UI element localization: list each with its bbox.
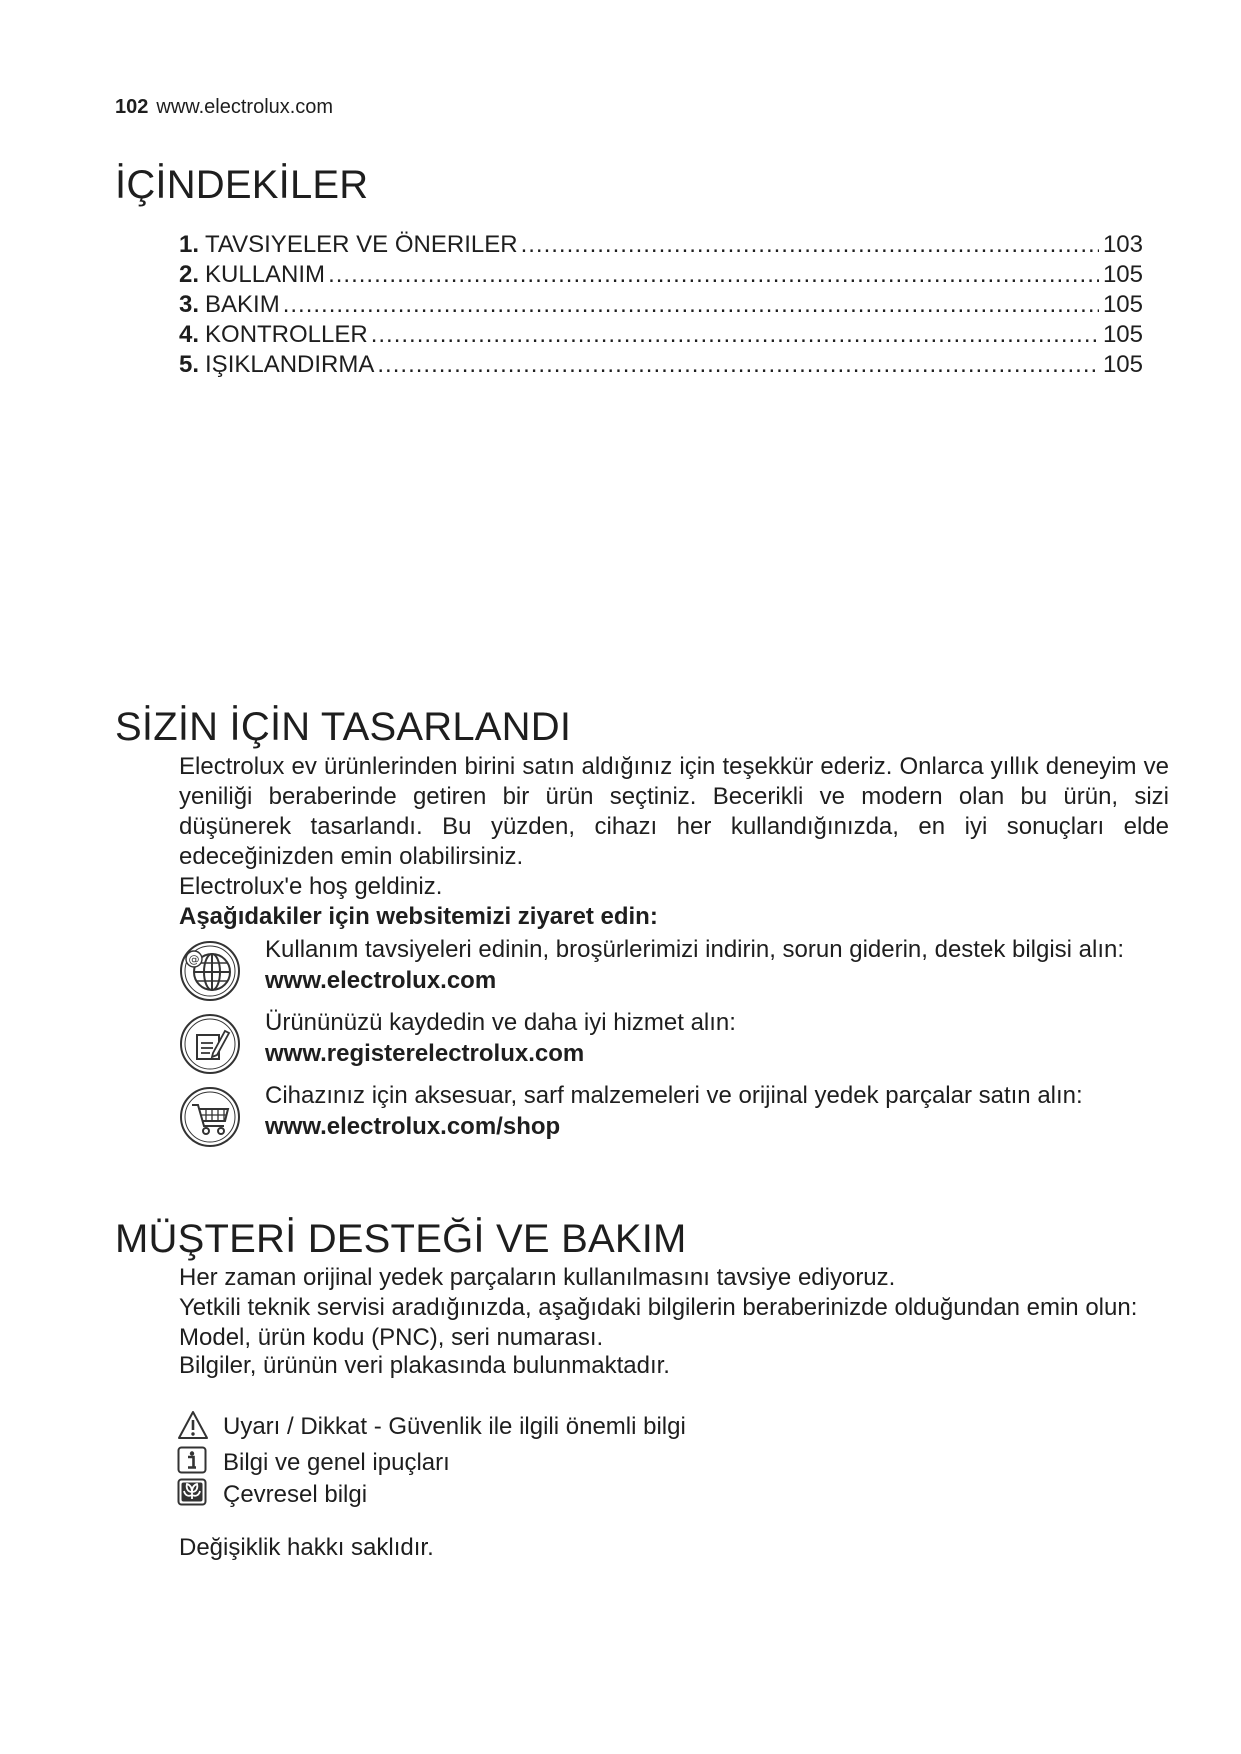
website-link-description: Kullanım tavsiyeleri edinin, broşürlerimizi indirin, sorun giderin, destek bilgisi alın: (265, 936, 1125, 963)
toc-entry-number: 4. (179, 321, 200, 348)
toc-entry-number: 3. (179, 291, 200, 318)
visit-website-heading: Aşağıdakiler için websitemizi ziyaret edin: (179, 903, 658, 930)
page-number: 102 (115, 96, 149, 118)
toc-entry[interactable] (179, 230, 1143, 260)
website-link-support (179, 936, 1179, 1010)
toc-entry[interactable] (179, 290, 1143, 320)
website-link-url[interactable]: www.registerelectrolux.com (265, 1040, 585, 1067)
website-link-description: Ürününüzü kaydedin ve daha iyi hizmet alın: (265, 1009, 736, 1036)
support-line: Model, ürün kodu (PNC), seri numarası. (179, 1324, 604, 1351)
footer-note: Değişiklik hakkı saklıdır. (179, 1534, 434, 1561)
shopping-cart-icon (179, 1086, 241, 1148)
legend-text: Uyarı / Dikkat - Güvenlik ile ilgili önemli bilgi (223, 1413, 686, 1440)
toc-entry-page: 105 (1102, 351, 1143, 378)
welcome-text: Electrolux'e hoş geldiniz. (179, 873, 443, 900)
designed-for-you-title: SİZİN İÇİN TASARLANDI (115, 705, 572, 749)
legend-text: Çevresel bilgi (223, 1481, 368, 1508)
toc-entry-number: 5. (179, 351, 200, 378)
globe-icon (179, 940, 241, 1002)
toc-entry-label: IŞIKLANDIRMA (205, 351, 375, 378)
website-link-url[interactable]: www.electrolux.com (265, 967, 497, 994)
toc-leader-dots (377, 350, 1099, 380)
toc-entry-number: 1. (179, 231, 200, 258)
website-link-register (179, 1009, 1179, 1083)
toc-leader-dots (328, 260, 1099, 290)
toc-entry-number: 2. (179, 261, 200, 288)
designed-intro-paragraph: Electrolux ev ürünlerinden birini satın aldığınız için teşekkür ederiz. Onlarca yıllık deneyim ve yeniliği beraberinde getiren bir ürün seçtiniz. Becerikli ve modern olan bu ürün, sizi düşünerek tasarlandı. Bu yüzden, cihazı her kullandığınızda, en iyi sonuçları elde edeceğinizden emin olabilirsiniz. (179, 753, 1169, 870)
header-url[interactable]: www.electrolux.com (156, 96, 334, 118)
customer-support-title: MÜŞTERİ DESTEĞİ VE BAKIM (115, 1217, 687, 1261)
page-header (115, 94, 333, 120)
toc-leader-dots (283, 290, 1099, 320)
register-icon (179, 1013, 241, 1075)
table-of-contents (179, 230, 1143, 380)
toc-entry-page: 103 (1102, 231, 1143, 258)
support-line: Bilgiler, ürünün veri plakasında bulunmaktadır. (179, 1352, 670, 1379)
legend-text: Bilgi ve genel ipuçları (223, 1449, 450, 1476)
website-link-description: Cihazınız için aksesuar, sarf malzemeleri ve orijinal yedek parçalar satın alın: (265, 1082, 1083, 1109)
toc-entry[interactable] (179, 260, 1143, 290)
support-line: Yetkili teknik servisi aradığınızda, aşağıdaki bilgilerin beraberinizde olduğundan emin olun: (179, 1294, 1138, 1321)
toc-entry[interactable] (179, 350, 1143, 380)
website-link-shop (179, 1082, 1179, 1156)
toc-entry-page: 105 (1102, 321, 1143, 348)
toc-title: İÇİNDEKİLER (115, 163, 369, 207)
website-link-text (265, 934, 1124, 996)
toc-entry-page: 105 (1102, 261, 1143, 288)
support-line: Her zaman orijinal yedek parçaların kullanılmasını tavsiye ediyoruz. (179, 1264, 896, 1291)
toc-leader-dots (521, 230, 1099, 260)
warning-icon (177, 1410, 209, 1440)
toc-entry-label: BAKIM (205, 291, 280, 318)
toc-leader-dots (371, 320, 1099, 350)
toc-entry-label: TAVSIYELER VE ÖNERILER (205, 231, 518, 258)
toc-entry-label: KULLANIM (205, 261, 326, 288)
website-link-text (265, 1080, 1083, 1142)
toc-entry-page: 105 (1102, 291, 1143, 318)
toc-entry-label: KONTROLLER (205, 321, 368, 348)
environment-icon (177, 1478, 207, 1506)
website-link-url[interactable]: www.electrolux.com/shop (265, 1113, 561, 1140)
website-link-text (265, 1007, 736, 1069)
info-icon (177, 1446, 207, 1474)
svg-text:@: @ (188, 953, 200, 966)
toc-entry[interactable] (179, 320, 1143, 350)
